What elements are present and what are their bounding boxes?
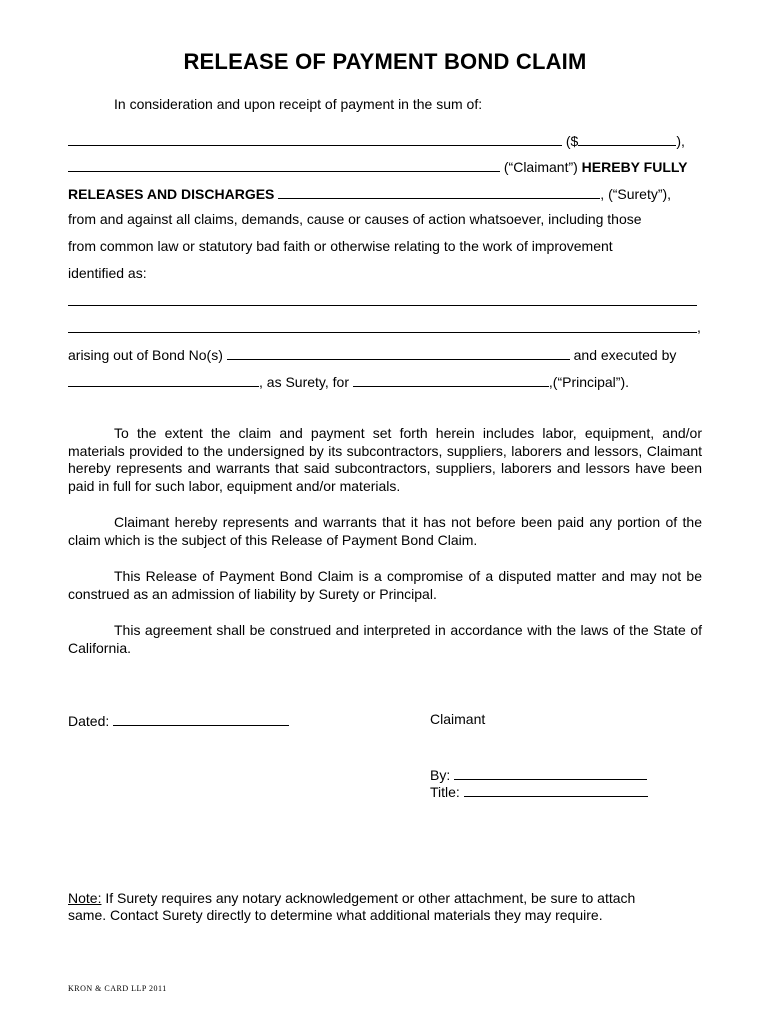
claimant-name-field[interactable] <box>68 157 500 172</box>
bond-line <box>68 345 676 364</box>
hereby-fully: HEREBY FULLY <box>581 159 688 175</box>
note-label: Note: <box>68 890 102 906</box>
sum-close: ), <box>676 133 685 149</box>
paragraph-governing-law <box>68 622 702 657</box>
as-surety-for: , as Surety, for <box>259 374 349 390</box>
dated-line <box>68 711 289 730</box>
dated-label: Dated: <box>68 713 110 729</box>
paragraph-labor <box>68 425 702 495</box>
executed-by: and executed by <box>573 347 677 363</box>
dollar-sign: ($ <box>565 133 579 149</box>
surety-name-field[interactable] <box>278 184 600 199</box>
date-field[interactable] <box>113 711 289 726</box>
paragraph-compromise-text: This Release of Payment Bond Claim is a compromise of a disputed matter and may not be construed as an admission of liability by Surety or Principal. <box>68 568 702 602</box>
paragraph-compromise <box>68 568 702 603</box>
by-label: By: <box>430 767 451 783</box>
principal-tag: ,(“Principal”). <box>548 374 630 390</box>
releases-and-discharges: RELEASES AND DISCHARGES <box>68 186 275 202</box>
improvement-comma: , <box>697 319 701 335</box>
by-signature-field[interactable] <box>454 765 647 780</box>
surety-tag: , (“Surety”), <box>600 186 672 202</box>
body-line-6: identified as: <box>68 265 147 281</box>
bond-label: arising out of Bond No(s) <box>68 347 223 363</box>
principal-name-field[interactable] <box>353 372 549 387</box>
sum-amount-field[interactable] <box>578 131 676 146</box>
sum-line <box>68 131 685 150</box>
paragraph-warranty <box>68 514 702 549</box>
improvement-field-1[interactable] <box>68 305 697 306</box>
paragraph-warranty-text: Claimant hereby represents and warrants that it has not before been paid any portion of the claim which is the subject of this Release of Payment Bond Claim. <box>68 514 702 548</box>
paragraph-governing-law-text: This agreement shall be construed and interpreted in accordance with the laws of the State of California. <box>68 622 702 656</box>
body-line-5: from common law or statutory bad faith or otherwise relating to the work of improvement <box>68 238 613 254</box>
footer-copyright: KRON & CARD LLP 2011 <box>68 984 167 993</box>
surety-line <box>68 184 671 203</box>
claimant-label: Claimant <box>430 711 486 727</box>
principal-line <box>68 372 629 391</box>
improvement-field-2[interactable] <box>68 332 697 333</box>
sum-words-field[interactable] <box>68 131 562 146</box>
bond-number-field[interactable] <box>227 345 570 360</box>
signer-title-field[interactable] <box>464 782 648 797</box>
paragraph-labor-text: To the extent the claim and payment set forth herein includes labor, equipment, and/or materials provided to the undersigned by its subcontractors, suppliers, laborers and lessors, Claimant hereby represents and warrants that said subcontractors, suppliers, laborers and lessors have been paid in full for such labor, equipment and/or materials. <box>68 425 702 494</box>
executor-field[interactable] <box>68 372 259 387</box>
note-text-1: If Surety requires any notary acknowledgement or other attachment, be sure to attach <box>101 890 636 906</box>
body-line-4: from and against all claims, demands, cause or causes of action whatsoever, including those <box>68 211 642 227</box>
document-title: RELEASE OF PAYMENT BOND CLAIM <box>183 49 587 74</box>
claimant-line <box>68 157 687 176</box>
note-line-1 <box>68 890 635 907</box>
title-line <box>430 782 648 801</box>
intro-text: In consideration and upon receipt of payment in the sum of: <box>114 96 483 112</box>
note-line-2: same. Contact Surety directly to determine what additional materials they may require. <box>68 907 603 923</box>
claimant-tag: (“Claimant”) <box>503 159 578 175</box>
title-label: Title: <box>430 784 460 800</box>
